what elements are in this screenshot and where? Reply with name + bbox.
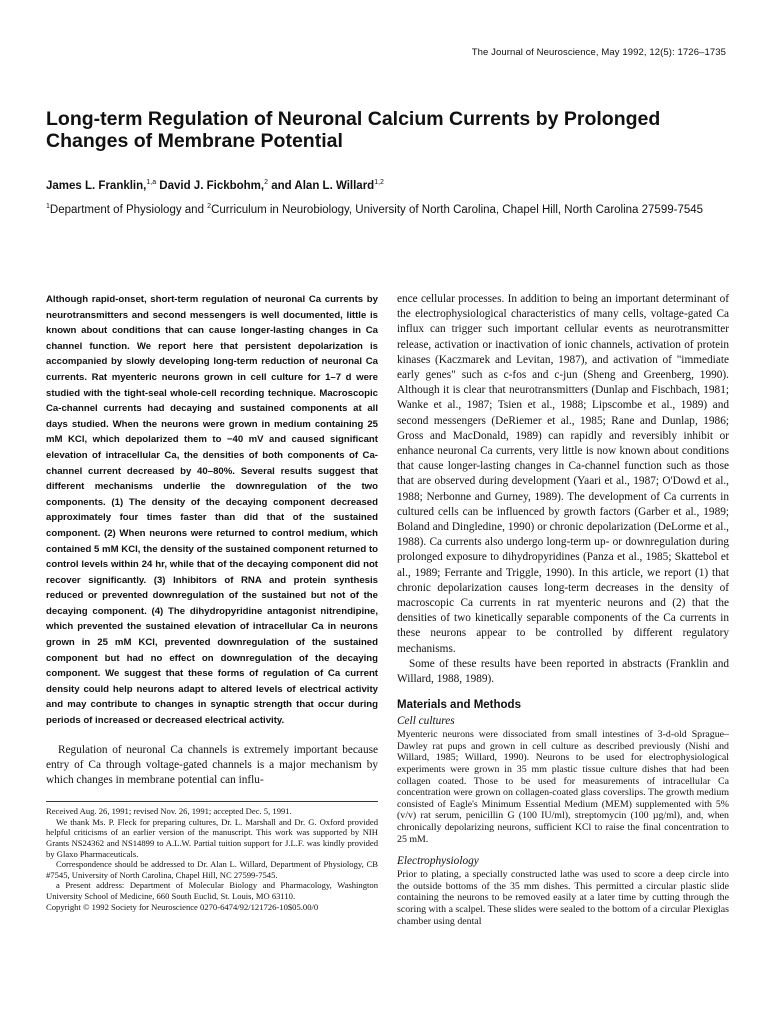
- author-name: James L. Franklin,: [46, 179, 147, 192]
- footnote-present-address: a Present address: Department of Molecular Biology and Pharmacology, Washington University School of Medicine, 660 South Euclid, St. Louis, MO 63110.: [46, 880, 378, 901]
- affiliation-marker: 2: [207, 203, 212, 210]
- methods-paragraph: Prior to plating, a specially constructed lathe was used to score a deep circle into the outside bottoms of the 35 mm dishes. This permitted a circular plastic slide containing the neurons to be removed easily at a later time by cutting through the scoring with a scalpel. These slides were sealed to the bottom of a circular Plexiglas chamber using dental: [397, 869, 729, 927]
- methods-paragraph: Myenteric neurons were dissociated from small intestines of 3-d-old Sprague–Dawley rat pups and grown in cell culture as described previously (Nishi and Willard, 1985; Willard, 1990). Neurons to be used for electrophysiological experiments were grown in 35 mm plastic tissue culture dishes that had been collagen coated. Those to be used for measurements of intracellular Ca concentration were grown on collagen-coated glass coverslips. The growth medium consisted of Eagle's Minimum Essential Medium (MEM) supplemented with 5% (v/v) rat serum, penicillin G (100 IU/ml), streptomycin (100 µg/ml), and, when chronically depolarizing neurons, sufficient KCl to raise the final concentration to 25 mM.: [397, 729, 729, 845]
- introduction-paragraph: Regulation of neuronal Ca channels is extremely important because entry of Ca through voltage-gated channels is a major mechanism by which changes in membrane potential can influ-: [46, 743, 378, 787]
- left-column: [46, 292, 378, 912]
- introduction-paragraph: Some of these results have been reported in abstracts (Franklin and Willard, 1988, 1989).: [397, 657, 729, 686]
- footnote-correspondence: Correspondence should be addressed to Dr. Alan L. Willard, Department of Physiology, CB #7545, University of North Carolina, Chapel Hill, NC 27599-7545.: [46, 859, 378, 880]
- author-name: David J. Fickbohm,: [159, 179, 265, 192]
- author-affiliation-marker: 1,2: [374, 179, 384, 186]
- footnotes: [46, 806, 378, 912]
- subsection-heading: Electrophysiology: [397, 855, 479, 868]
- footnote-copyright: Copyright © 1992 Society for Neuroscience 0270-6474/92/121726-10$05.00/0: [46, 901, 319, 912]
- footnote-acknowledgments: We thank Ms. P. Fleck for preparing cultures, Dr. L. Marshall and Dr. G. Oxford provided helpful criticisms of an earlier version of the manuscript. This work was supported by NIH Grants NS24362 and NS14899 to A.L.W. Partial tuition support for J.L.F. was kindly provided by Glaxo Pharmaceuticals.: [46, 816, 378, 859]
- affiliation-text: Curriculum in Neurobiology, University of North Carolina, Chapel Hill, North Carolina 27599-7545: [211, 203, 704, 216]
- affiliation-text: Department of Physiology and: [49, 203, 208, 216]
- author-name: and Alan L. Willard: [271, 179, 375, 192]
- footnote-received: Received Aug. 26, 1991; revised Nov. 26, 1991; accepted Dec. 5, 1991.: [46, 806, 292, 817]
- affiliation-marker: 1: [46, 203, 50, 210]
- author-affiliation-marker: 1,a: [146, 179, 157, 186]
- author-affiliation-marker: 2: [264, 179, 269, 186]
- subsection-heading: Cell cultures: [397, 715, 455, 728]
- article-title: Long-term Regulation of Neuronal Calcium Currents by Prolonged Changes of Membrane Potential: [46, 108, 661, 152]
- author-list: [46, 179, 384, 192]
- footnote-divider: [46, 801, 378, 802]
- abstract: Although rapid-onset, short-term regulation of neuronal Ca currents by neurotransmitters and second messengers is well documented, little is known about conditions that can cause longer-lasting changes in Ca channel function. We report here that persistent depolarization is accompanied by slowly developing long-term reduction of neuronal Ca currents. Rat myenteric neurons grown in cell culture for 1–7 d were studied with the tight-seal whole-cell recording technique. Macroscopic Ca-channel currents had decaying and sustained components at all days studied. When the neurons were grown in medium containing 25 mM KCl, which depolarized them to −40 mV and caused significant elevation of intracellular Ca, the densities of both components of Ca-channel current decreased by 40–80%. Several results suggest that different mechanisms underlie the downregulation of the two components. (1) The density of the decaying component decreased approximately four times faster than did that of the sustained component. (2) When neurons were returned to control medium, which contained 5 mM KCl, the density of the sustained component returned to control levels within 24 hr, while that of the decaying component did not recover significantly. (3) Inhibitors of RNA and protein synthesis reduced or prevented downregulation of the sustained but not of the decaying component. (4) The dihydropyridine antagonist nitrendipine, which prevented the sustained elevation of intracellular Ca in neurons grown in 25 mM KCl, prevented downregulation of the sustained component but had no effect on downregulation of the decaying component. We suggest that these forms of regulation of Ca current density could help neurons adapt to altered levels of electrical activity and may contribute to changes in synaptic strength that occur during periods of increased or decreased electrical activity.: [46, 294, 378, 727]
- running-header: The Journal of Neuroscience, May 1992, 12(5): 1726–1735: [471, 47, 726, 58]
- affiliation: [46, 199, 736, 218]
- right-column: [397, 292, 729, 927]
- introduction-paragraph: ence cellular processes. In addition to being an important determinant of the electrophysiological characteristics of many cells, voltage-gated Ca influx can trigger such important cellular events as neurotransmitter release, activation or inactivation of ionic channels, activation of protein kinases (Kaczmarek and Levitan, 1987), and activation of "immediate early genes" such as c-fos and c-jun (Sheng and Greenberg, 1990). Although it is clear that neurotransmitters (Dunlap and Fischbach, 1981; Wanke et al., 1987; Tsien et al., 1988; Lipscombe et al., 1989) and second messengers (DeRiemer et al., 1985; Rane and Dunlap, 1986; Gross and MacDonald, 1989) can rapidly and reversibly inhibit or enhance neuronal Ca currents, very little is now known about conditions that cause longer-lasting changes in Ca-channel function such as those that are observed during development (Yaari et al., 1987; O'Dowd et al., 1988; Nerbonne and Gurney, 1989). The development of Ca currents in cultured cells can be influenced by growth factors (Garber et al., 1989; Boland and Dingledine, 1990) or chronic depolarization (DeLorme et al., 1988). Ca currents also undergo long-term up- or downregulation during prolonged exposure to dihydropyridines (Panza et al., 1985; Skattebol et al., 1989; Ferrante and Triggle, 1990). In this article, we report (1) that chronic depolarization causes long-term decreases in the density of macroscopic Ca currents in rat myenteric neurons and (2) that the densities of two kinetically separable components of the Ca currents in these neurons appear to be controlled by different regulatory mechanisms.: [397, 293, 729, 655]
- section-heading: Materials and Methods: [397, 699, 521, 712]
